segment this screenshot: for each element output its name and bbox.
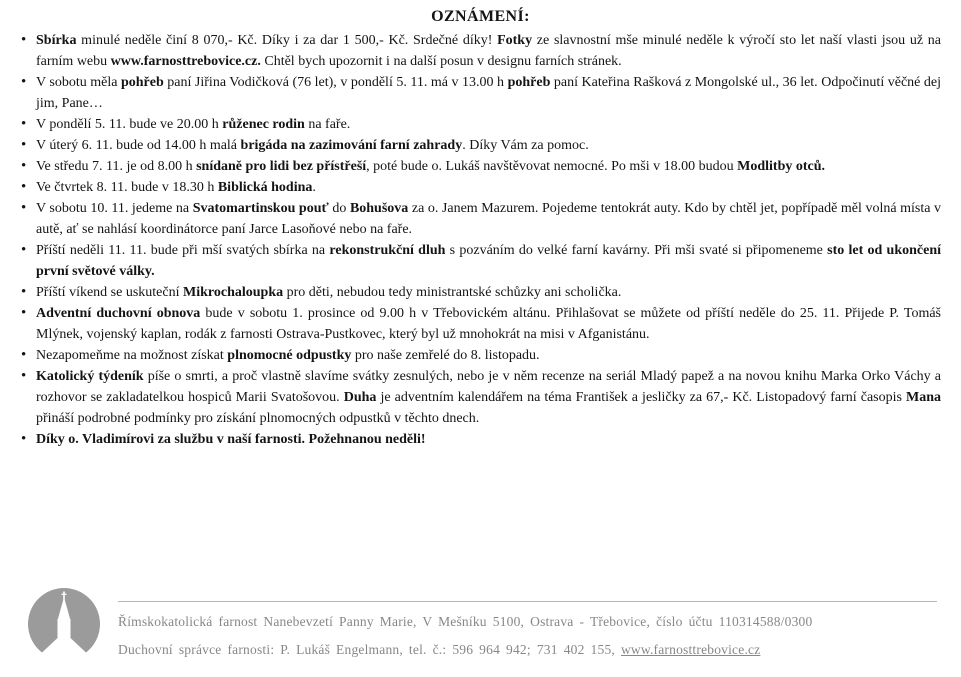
announcement-text: do <box>328 201 350 216</box>
website-link[interactable]: www.farnosttrebovice.cz <box>620 642 761 657</box>
announcement-text: V úterý 6. 11. bude od 14.00 h malá <box>36 138 241 153</box>
announcement-text: Chtěl bych upozornit i na další posun v designu farních stránek. <box>260 54 622 69</box>
announcement-bold-text: Bohušova <box>349 201 409 216</box>
announcement-text: Příští víkend se uskuteční <box>36 285 183 300</box>
announcement-bold-text: růženec rodin <box>222 117 305 132</box>
announcement-text: Ve středu 7. 11. je od 8.00 h <box>36 159 197 174</box>
announcement-item <box>36 156 941 177</box>
announcement-text: Příští neděli 11. 11. bude při mší svatých sbírka na <box>36 243 330 258</box>
footer-contact-text: Duchovní správce farnosti: P. Lukáš Engelmann, tel. č.: 596 964 942; 731 402 155, <box>118 642 621 657</box>
announcement-text: píše o smrti, a proč vlastně slavíme svátky zesnulých, nebo je v něm recenze na seriál Mladý papež a na novou knihu Marka Orko Váchy a rozhovor se zakladatelkou hospiců Marii Svatošovou. <box>36 369 941 405</box>
announcement-bold-text: sto let od ukončení první světové války. <box>36 243 942 279</box>
announcement-text: minulé neděle činí 8 070,- Kč. Díky i za dar 1 500,- Kč. Srdečné díky! <box>76 33 498 48</box>
announcement-item <box>36 303 941 345</box>
announcement-item <box>36 30 941 72</box>
announcement-bold-text: pohřeb <box>120 75 164 90</box>
announcement-item <box>36 429 941 450</box>
announcement-text: je adventním kalendářem na téma František a jesličky za 67,- Kč. Listopadový farní časopis <box>376 390 906 405</box>
announcement-text: za o. Janem Mazurem. Pojedeme tentokrát auty. Kdo by chtěl jet, popřípadě měl volná místa v autě, ať se nahlásí koordinátorce paní Jarce Lasoňové nebo na faře. <box>36 201 941 237</box>
announcement-text: V sobotu měla <box>36 75 121 90</box>
announcement-text: Nezapomeňme na možnost získat <box>36 348 228 363</box>
announcement-bold-text: plnomocné odpustky <box>227 348 352 363</box>
announcement-bold-text: Fotky <box>497 33 533 48</box>
announcement-text: . Díky Vám za pomoc. <box>462 138 589 153</box>
announcement-text: s pozváním do velké farní kavárny. Při mši svaté si připomeneme <box>445 243 828 258</box>
announcement-item <box>36 282 941 303</box>
announcement-text: bude v sobotu 1. prosince od 9.00 h v Třebovickém altánu. Přihlašovat se můžete od příští neděle do 25. 11. Přijede P. Tomáš Mlýnek, vojenský kaplan, rodák z farnosti Ostrava-Pustkovec, který byl už mnohokrát na misi v Afganistánu. <box>36 306 941 342</box>
announcement-text: paní Kateřina Rašková z Mongolské ul., 36 let. Odpočinutí věčné dej jim, Pane… <box>36 75 941 111</box>
announcement-bold-text: Mana <box>906 390 941 405</box>
announcement-item <box>36 135 941 156</box>
announcement-bold-text: Díky o. Vladimírovi za službu v naší farnosti. Požehnanou neděli! <box>36 432 426 447</box>
announcement-item <box>36 72 941 114</box>
announcement-bold-text: rekonstrukční dluh <box>329 243 446 258</box>
church-logo-icon <box>28 588 100 660</box>
announcement-bold-text: Modlitby otců. <box>737 159 826 174</box>
footer <box>28 588 937 660</box>
announcement-bold-text: Biblická hodina <box>217 180 313 195</box>
announcement-bold-text: Mikrochaloupka <box>183 285 284 300</box>
announcement-text: paní Jiřina Vodičková (76 let), v pondělí 5. 11. má v 13.00 h <box>163 75 508 90</box>
announcement-text: ze slavnostní mše minulé neděle k výročí sto let naší vlasti jsou už na farním webu <box>36 33 941 69</box>
announcement-text: V sobotu 10. 11. jedeme na <box>36 201 193 216</box>
announcement-bold-text: pohřeb <box>507 75 551 90</box>
announcement-text: . <box>312 180 316 195</box>
announcement-bold-text: Duha <box>343 390 377 405</box>
announcement-bold-text: Adventní duchovní obnova <box>36 306 201 321</box>
announcement-item <box>36 366 941 429</box>
announcement-bold-text: snídaně pro lidi bez přístřeší <box>196 159 367 174</box>
announcement-bold-text: brigáda na zazimování farní zahrady <box>240 138 463 153</box>
announcement-text: přináší podrobné podmínky pro získání plnomocných odpustků v těchto dnech. <box>36 411 480 426</box>
announcement-bold-text: Svatomartinskou pouť <box>192 201 329 216</box>
announcement-item <box>36 114 941 135</box>
page-title: OZNÁMENÍ: <box>431 8 530 25</box>
announcement-bold-text: Sbírka <box>36 33 77 48</box>
footer-address-line <box>118 614 937 630</box>
announcement-item <box>36 345 941 366</box>
announcement-item <box>36 177 941 198</box>
footer-text-block <box>118 588 937 658</box>
footer-address-text: Římskokatolická farnost Nanebevzetí Panny Marie, V Mešníku 5100, Ostrava - Třebovice, číslo účtu 110314588/0300 <box>118 614 813 629</box>
footer-divider <box>118 601 937 602</box>
announcement-text: , poté bude o. Lukáš navštěvovat nemocné. Po mši v 18.00 budou <box>366 159 738 174</box>
announcement-text: Ve čtvrtek 8. 11. bude v 18.30 h <box>36 180 218 195</box>
announcement-text: V pondělí 5. 11. bude ve 20.00 h <box>36 117 223 132</box>
announcement-text: na faře. <box>304 117 351 132</box>
announcement-text: pro naše zemřelé do 8. listopadu. <box>351 348 540 363</box>
announcement-bold-text: Katolický týdeník <box>36 369 144 384</box>
announcement-list <box>0 30 961 450</box>
announcement-item <box>36 240 941 282</box>
footer-contact-line <box>118 642 937 658</box>
announcement-bold-text: www.farnosttrebovice.cz. <box>110 54 261 69</box>
announcement-text: pro děti, nebudou tedy ministrantské schůzky ani scholička. <box>283 285 622 300</box>
announcement-item <box>36 198 941 240</box>
